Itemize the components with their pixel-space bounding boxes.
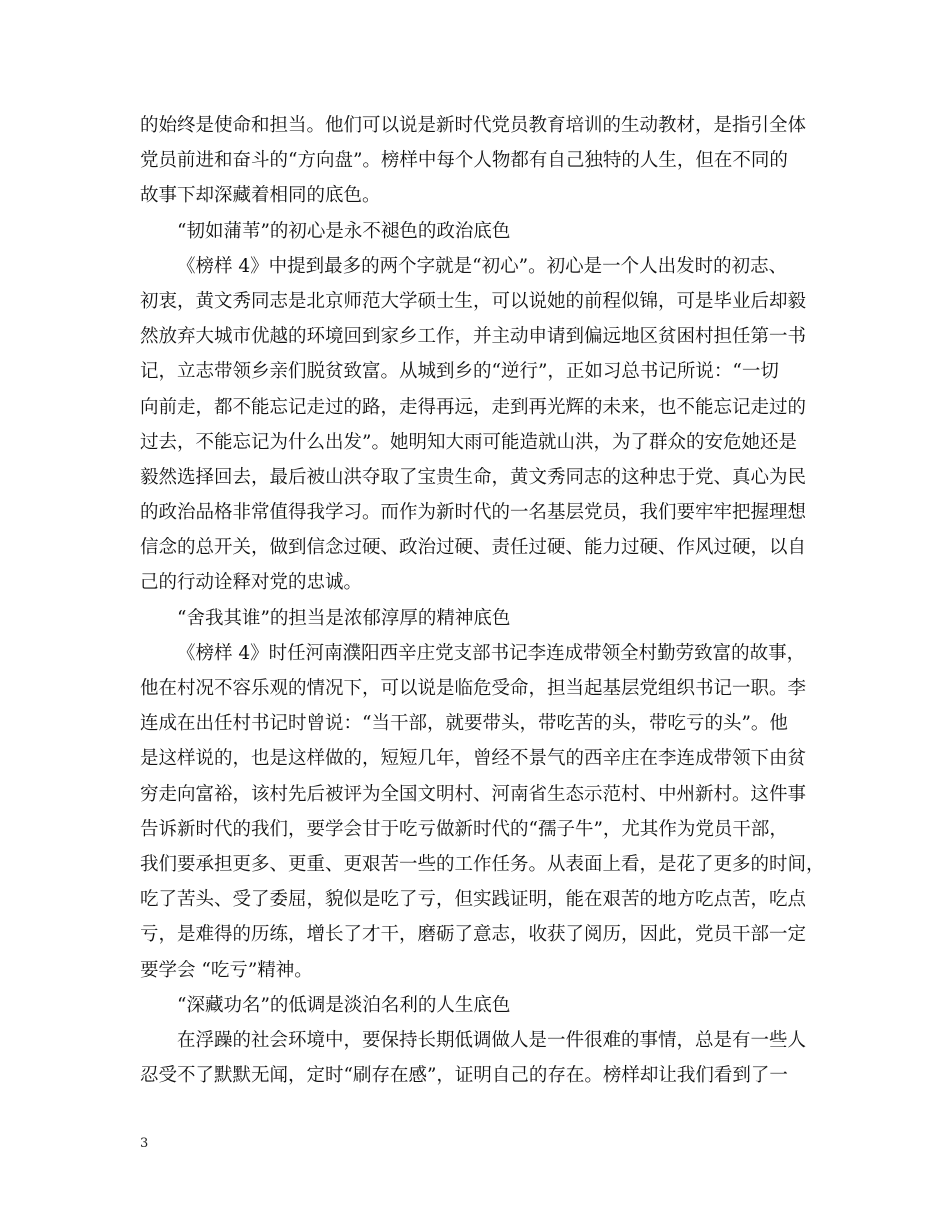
body-line: 要学会 “吃亏”精神。	[140, 959, 313, 981]
body-line: 穷走向富裕，该村先后被评为全国文明村、河南省生态示范村、中州新村。这件事	[140, 783, 807, 805]
body-line: 党员前进和奋斗的“方向盘”。榜样中每个人物都有自己独特的人生，但在不同的	[140, 150, 788, 172]
body-line: 是这样说的，也是这样做的，短短几年，曾经不景气的西辛庄在李连成带领下由贫	[140, 748, 807, 770]
body-line: 向前走，都不能忘记走过的路，走得再远，走到再光辉的未来，也不能忘记走过的	[140, 396, 807, 418]
paragraph-first-line: 在浮躁的社会环境中，要保持长期低调做人是一件很难的事情，总是有一些人	[177, 1029, 807, 1051]
body-line: 连成在出任村书记时曾说：“当干部，就要带头，带吃苦的头，带吃亏的头”。他	[140, 713, 788, 735]
body-line: 己的行动诠释对党的忠诚。	[140, 572, 363, 594]
body-line: 信念的总开关，做到信念过硬、政治过硬、责任过硬、能力过硬、作风过硬，以自	[140, 537, 807, 559]
body-line: 亏，是难得的历练，增长了才干，磨砺了意志，收获了阅历，因此，党员干部一定	[140, 924, 807, 946]
paragraph-first-line: 《榜样 4》时任河南濮阳西辛庄党支部书记李连成带领全村勤劳致富的故事，	[177, 642, 806, 664]
body-line: 的始终是使命和担当。他们可以说是新时代党员教育培训的生动教材，是指引全体	[140, 115, 807, 136]
body-line: 故事下却深藏着相同的底色。	[140, 185, 381, 207]
body-line: 我们要承担更多、更重、更艰苦一些的工作任务。从表面上看，是花了更多的时间，	[140, 853, 825, 875]
body-line: 的政治品格非常值得我学习。而作为新时代的一名基层党员，我们要牢牢把握理想	[140, 502, 807, 524]
section-heading: “韧如蒲苇”的初心是永不褪色的政治底色	[177, 220, 511, 242]
body-line: 忍受不了默默无闻，定时“刷存在感”，证明自己的存在。榜样却让我们看到了一	[140, 1065, 788, 1087]
body-line: 告诉新时代的我们，要学会甘于吃亏做新时代的“孺子牛”，尤其作为党员干部，	[140, 818, 788, 840]
paragraph-first-line: 《榜样 4》中提到最多的两个字就是“初心”。初心是一个人出发时的初志、	[177, 255, 788, 277]
section-heading: “深藏功名”的低调是淡泊名利的人生底色	[177, 994, 511, 1016]
body-line: 初衷，黄文秀同志是北京师范大学硕士生，可以说她的前程似锦，可是毕业后却毅	[140, 290, 807, 312]
body-line: 记，立志带领乡亲们脱贫致富。从城到乡的“逆行”，正如习总书记所说：“一切	[140, 361, 779, 383]
body-line: 吃了苦头、受了委屈，貌似是吃了亏，但实践证明，能在艰苦的地方吃点苦，吃点	[140, 889, 807, 911]
section-heading: “舍我其谁”的担当是浓郁淳厚的精神底色	[177, 607, 511, 629]
body-line: 毅然选择回去，最后被山洪夺取了宝贵生命，黄文秀同志的这种忠于党、真心为民	[140, 466, 807, 488]
page-number: 3	[140, 1136, 149, 1151]
body-line: 然放弃大城市优越的环境回到家乡工作，并主动申请到偏远地区贫困村担任第一书	[140, 326, 807, 348]
body-line: 过去，不能忘记为什么出发”。她明知大雨可能造就山洪，为了群众的安危她还是	[140, 431, 797, 453]
body-line: 他在村况不容乐观的情况下，可以说是临危受命，担当起基层党组织书记一职。李	[140, 678, 807, 699]
document-body	[140, 108, 825, 1093]
